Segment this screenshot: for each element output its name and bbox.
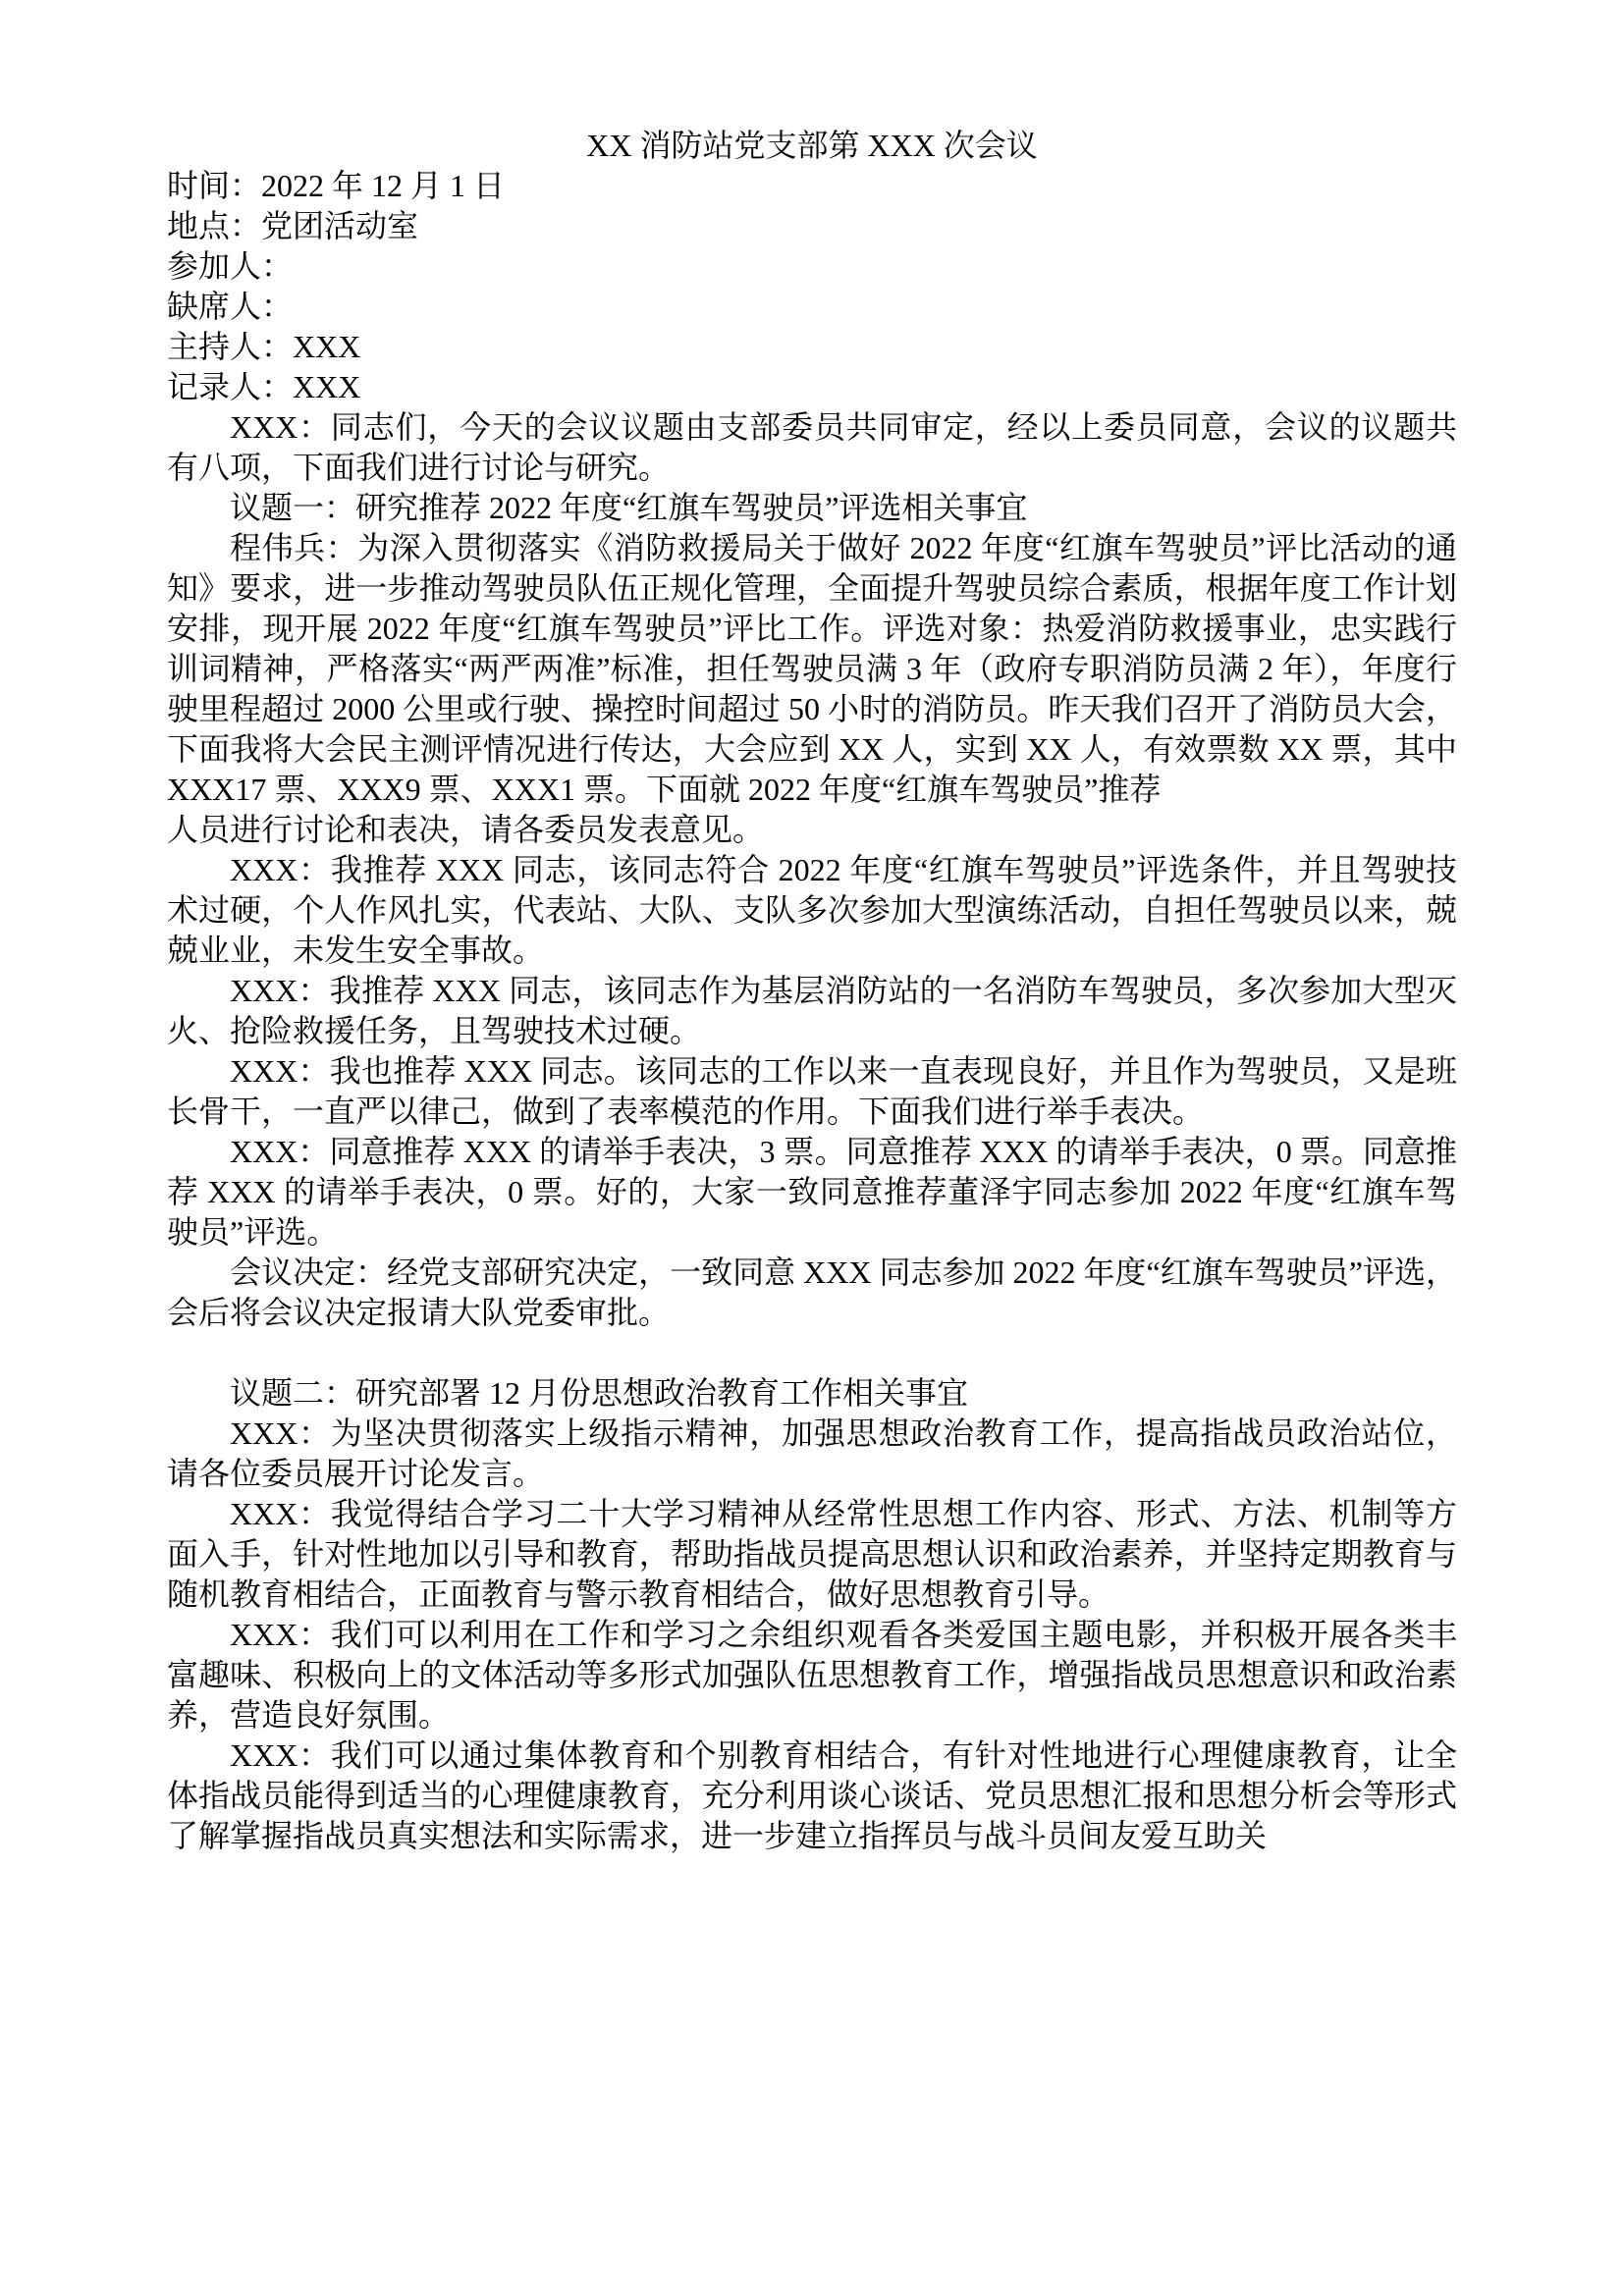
paragraph: XXX：我推荐 XXX 同志，该同志作为基层消防站的一名消防车驾驶员，多次参加大型灭火、抢险救援任务，且驾驶技术过硬。 (167, 973, 1457, 1048)
paragraph: XXX：我推荐 XXX 同志，该同志符合 2022 年度“红旗车驾驶员”评选条件，并且驾驶技术过硬，个人作风扎实，代表站、大队、支队多次参加大型演练活动，自担任驾驶员以来，兢兢业业，未发生安全事故。 (167, 852, 1457, 968)
meta-line: 时间：2022 年 12 月 1 日 (167, 168, 506, 203)
meta-line: 主持人：XXX (167, 329, 361, 364)
paragraph: XXX：为坚决贯彻落实上级指示精神，加强思想政治教育工作，提高指战员政治站位，请各位委员展开讨论发言。 (167, 1415, 1457, 1491)
meta-line: 缺席人： (167, 289, 294, 324)
meta-line: 地点：党团活动室 (167, 208, 419, 243)
topic-heading: 议题二：研究部署 12 月份思想政治教育工作相关事宜 (230, 1375, 969, 1411)
paragraph-continuation: 人员进行讨论和表决，请各委员发表意见。 (167, 812, 765, 847)
paragraph: XXX：同志们，今天的会议议题由支部委员共同审定，经以上委员同意，会议的议题共有八项，下面我们进行讨论与研究。 (167, 409, 1457, 485)
document-body (167, 166, 1457, 1856)
blank-line (167, 1333, 1457, 1373)
paragraph: XXX：我们可以利用在工作和学习之余组织观看各类爱国主题电影，并积极开展各类丰富趣味、积极向上的文体活动等多形式加强队伍思想教育工作，增强指战员思想意识和政治素养，营造良好氛围。 (167, 1617, 1457, 1733)
paragraph: XXX：我也推荐 XXX 同志。该同志的工作以来一直表现良好，并且作为驾驶员，又是班长骨干，一直严以律己，做到了表率模范的作用。下面我们进行举手表决。 (167, 1053, 1457, 1129)
paragraph: XXX：我觉得结合学习二十大学习精神从经常性思想工作内容、形式、方法、机制等方面入手，针对性地加以引导和教育，帮助指战员提高思想认识和政治素养，并坚持定期教育与随机教育相结合，正面教育与警示教育相结合，做好思想教育引导。 (167, 1496, 1457, 1612)
paragraph: 程伟兵：为深入贯彻落实《消防救援局关于做好 2022 年度“红旗车驾驶员”评比活动的通知》要求，进一步推动驾驶员队伍正规化管理，全面提升驾驶员综合素质，根据年度工作计划安排，现开展 2022 年度“红旗车驾驶员”评比工作。评选对象：热爱消防救援事业，忠实践行训词精神，严格落实“两严两准”标准，担任驾驶员满 3 年（政府专职消防员满 2 年），年度行驶里程超过 2000 公里或行驶、操控时间超过 50 小时的消防员。昨天我们召开了消防员大会，下面我将大会民主测评情况进行传达，大会应到 XX 人，实到 XX 人，有效票数 XX 票，其中 XXX17 票、XXX9 票、XXX1 票。下面就 2022 年度“红旗车驾驶员”推荐 (167, 530, 1457, 807)
meta-line: 记录人：XXX (167, 369, 361, 404)
paragraph: XXX：同意推荐 XXX 的请举手表决，3 票。同意推荐 XXX 的请举手表决，0 票。同意推荐 XXX 的请举手表决，0 票。好的，大家一致同意推荐董泽宇同志参加 2022 年度“红旗车驾驶员”评选。 (167, 1134, 1457, 1250)
document-title: XX 消防站党支部第 XXX 次会议 (586, 128, 1038, 163)
paragraph: XXX：我们可以通过集体教育和个别教育相结合，有针对性地进行心理健康教育，让全体指战员能得到适当的心理健康教育，充分利用谈心谈话、党员思想汇报和思想分析会等形式了解掌握指战员真实想法和实际需求，进一步建立指挥员与战斗员间友爱互助关 (167, 1737, 1457, 1853)
meta-line: 参加人： (167, 248, 294, 284)
paragraph: 会议决定：经党支部研究决定，一致同意 XXX 同志参加 2022 年度“红旗车驾驶员”评选，会后将会议决定报请大队党委审批。 (167, 1255, 1457, 1330)
topic-heading: 议题一：研究推荐 2022 年度“红旗车驾驶员”评选相关事宜 (230, 490, 1028, 525)
